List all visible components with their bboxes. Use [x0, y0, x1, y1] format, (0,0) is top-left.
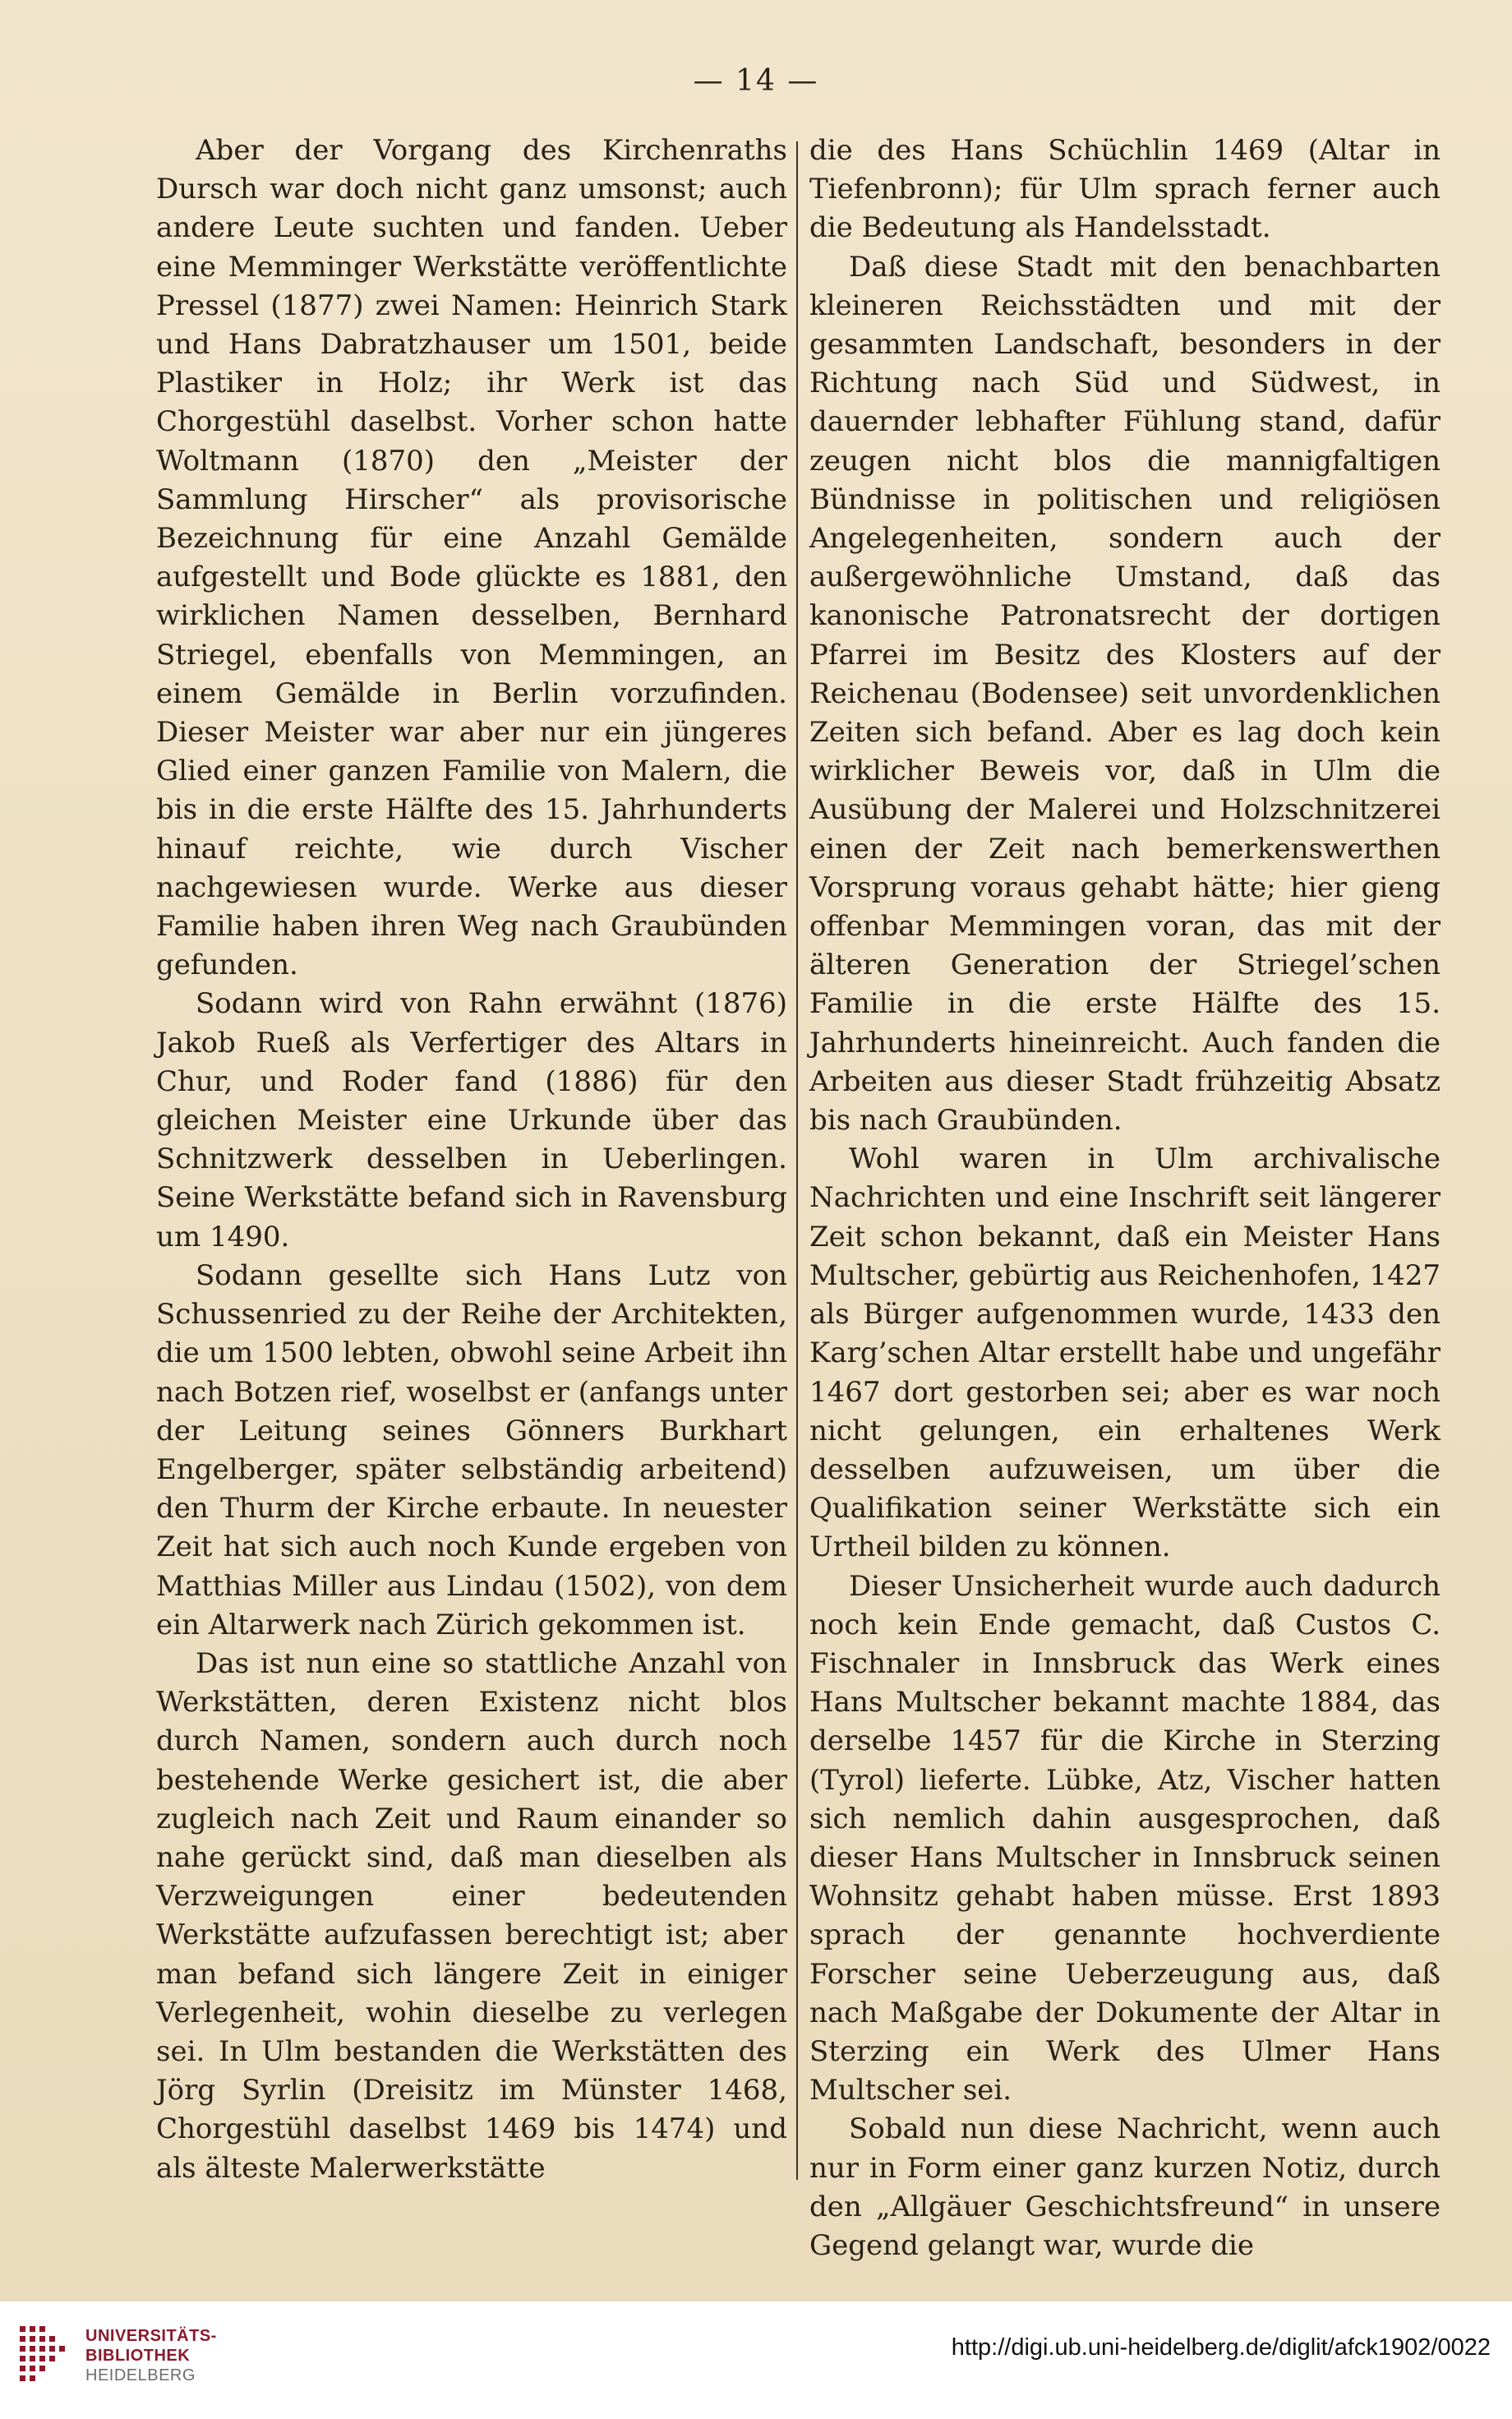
paragraph: die des Hans Schüchlin 1469 (Altar in Tiefenbronn); für Ulm sprach ferner auch die Bedeutung als Handelsstadt. [809, 134, 1441, 245]
paragraph: Wohl waren in Ulm archivalische Nachrichten und eine Inschrift seit längerer Zeit schon bekannt, daß ein Meister Hans Multscher, gebürtig aus Reichenhofen, 1427 als Bürger aufgenommen wurde, 1433 den Karg’schen Altar erstellt habe und ungefähr 1467 dort gestorben sei; aber es war noch nicht gelungen, ein erhaltenes Werk desselben aufzuweisen, um über die Qualifikation seiner Werkstätte sich ein Urtheil bilden zu können. [809, 1143, 1441, 1564]
column-divider [796, 141, 798, 2180]
paragraph: Aber der Vorgang des Kirchenraths Dursch war doch nicht ganz umsonst; auch andere Leute suchten und fanden. Ueber eine Memminger Werkstätte veröffentlichte Pressel (1877) zwei Namen: Heinrich Stark und Hans Dabratzhauser um 1501, beide Plastiker in Holz; ihr Werk ist das Chorgestühl daselbst. Vorher schon hatte Woltmann (1870) den „Meister der Sammlung Hirscher“ als provisorische Bezeichnung für eine Anzahl Gemälde aufgestellt und Bode glückte es 1881, den wirklichen Namen desselben, Bernhard Striegel, ebenfalls von Memmingen, an einem Gemälde in Berlin vorzufinden. Dieser Meister war aber nur ein jüngeres Glied einer ganzen Familie von Malern, die bis in die erste Hälfte des 15. Jahrhunderts hinauf reichte, wie durch Vischer nachgewiesen wurde. Werke aus dieser Familie haben ihren Weg nach Graubünden gefunden. [156, 134, 787, 982]
library-name-line: UNIVERSITÄTS- [85, 2327, 217, 2345]
paragraph: Sobald nun diese Nachricht, wenn auch nur in Form einer ganz kurzen Notiz, durch den „Allgäuer Geschichtsfreund“ in unsere Gegend gelangt war, wurde die [809, 2112, 1441, 2262]
right-column [809, 132, 1441, 2265]
heidelberg-library-logo-icon [13, 2321, 71, 2390]
page-number: — 14 — [693, 64, 819, 98]
library-name-line: HEIDELBERG [85, 2366, 196, 2384]
paragraph: Sodann gesellte sich Hans Lutz von Schussenried zu der Reihe der Architekten, die um 1500 lebten, obwohl seine Arbeit ihn nach Botzen rief, woselbst er (anfangs unter der Leitung seines Gönners Burkhart Engelberger, später selbständig arbeitend) den Thurm der Kirche erbaute. In neuester Zeit hat sich auch noch Kunde ergeben von Matthias Miller aus Lindau (1502), von dem ein Altarwerk nach Zürich gekommen ist. [156, 1258, 787, 1641]
library-name-line: BIBLIOTHEK [85, 2347, 191, 2365]
paragraph: Das ist nun eine so stattliche Anzahl von Werkstätten, deren Existenz nicht blos durch Namen, sondern auch durch noch bestehende Werke gesichert ist, die aber zugleich nach Zeit und Raum einander so nahe gerückt sind, daß man dieselben als Verzweigungen einer bedeutenden Werkstätte aufzufassen berechtigt ist; aber man befand sich längere Zeit in einiger Verlegenheit, wohin dieselbe zu verlegen sei. In Ulm bestanden die Werkstätten des Jörg Syrlin (Dreisitz im Münster 1468, Chorgestühl daselbst 1469 bis 1474) und als älteste Malerwerkstätte [156, 1646, 787, 2185]
library-name [85, 2326, 217, 2385]
source-url-link[interactable]: http://digi.ub.uni-heidelberg.de/diglit/afck1902/0022 [951, 2334, 1491, 2361]
paragraph: Dieser Unsicherheit wurde auch dadurch noch kein Ende gemacht, daß Custos C. Fischnaler in Innsbruck das Werk eines Hans Multscher bekannt machte 1884, das derselbe 1457 für die Kirche in Sterzing (Tyrol) lieferte. Lübke, Atz, Vischer hatten sich nemlich dahin ausgesprochen, daß dieser Hans Multscher in Innsbruck seinen Wohnsitz gehabt haben müsse. Erst 1893 sprach der genannte hochverdiente Forscher seine Ueberzeugung aus, daß nach Maßgabe der Dokumente der Altar in Sterzing ein Werk des Ulmer Hans Multscher sei. [809, 1569, 1441, 2107]
left-column [156, 132, 787, 2188]
paragraph: Daß diese Stadt mit den benachbarten kleineren Reichsstädten und mit der gesammten Landschaft, besonders in der Richtung nach Süd und Südwest, in dauernder lebhafter Fühlung stand, dafür zeugen nicht blos die mannigfaltigen Bündnisse in politischen und religiösen Angelegenheiten, sondern auch der außergewöhnliche Umstand, daß das kanonische Patronatsrecht der dortigen Pfarrei im Besitz des Klosters auf der Reichenau (Bodensee) seit unvordenklichen Zeiten sich befand. Aber es lag doch kein wirklicher Beweis vor, daß in Ulm die Ausübung der Malerei und Holzschnitzerei einen der Zeit nach bemerkenswerthen Vorsprung voraus gehabt hätte; hier gieng offenbar Memmingen voran, das mit der älteren Generation der Striegel’schen Familie in die erste Hälfte des 15. Jahrhunderts hineinreicht. Auch fanden die Arbeiten aus dieser Stadt frühzeitig Absatz bis nach Graubünden. [809, 250, 1441, 1138]
paragraph: Sodann wird von Rahn erwähnt (1876) Jakob Rueß als Verfertiger des Altars in Chur, und Roder fand (1886) für den gleichen Meister eine Urkunde über das Schnitzwerk desselben in Ueberlingen. Seine Werkstätte befand sich in Ravensburg um 1490. [156, 987, 787, 1253]
